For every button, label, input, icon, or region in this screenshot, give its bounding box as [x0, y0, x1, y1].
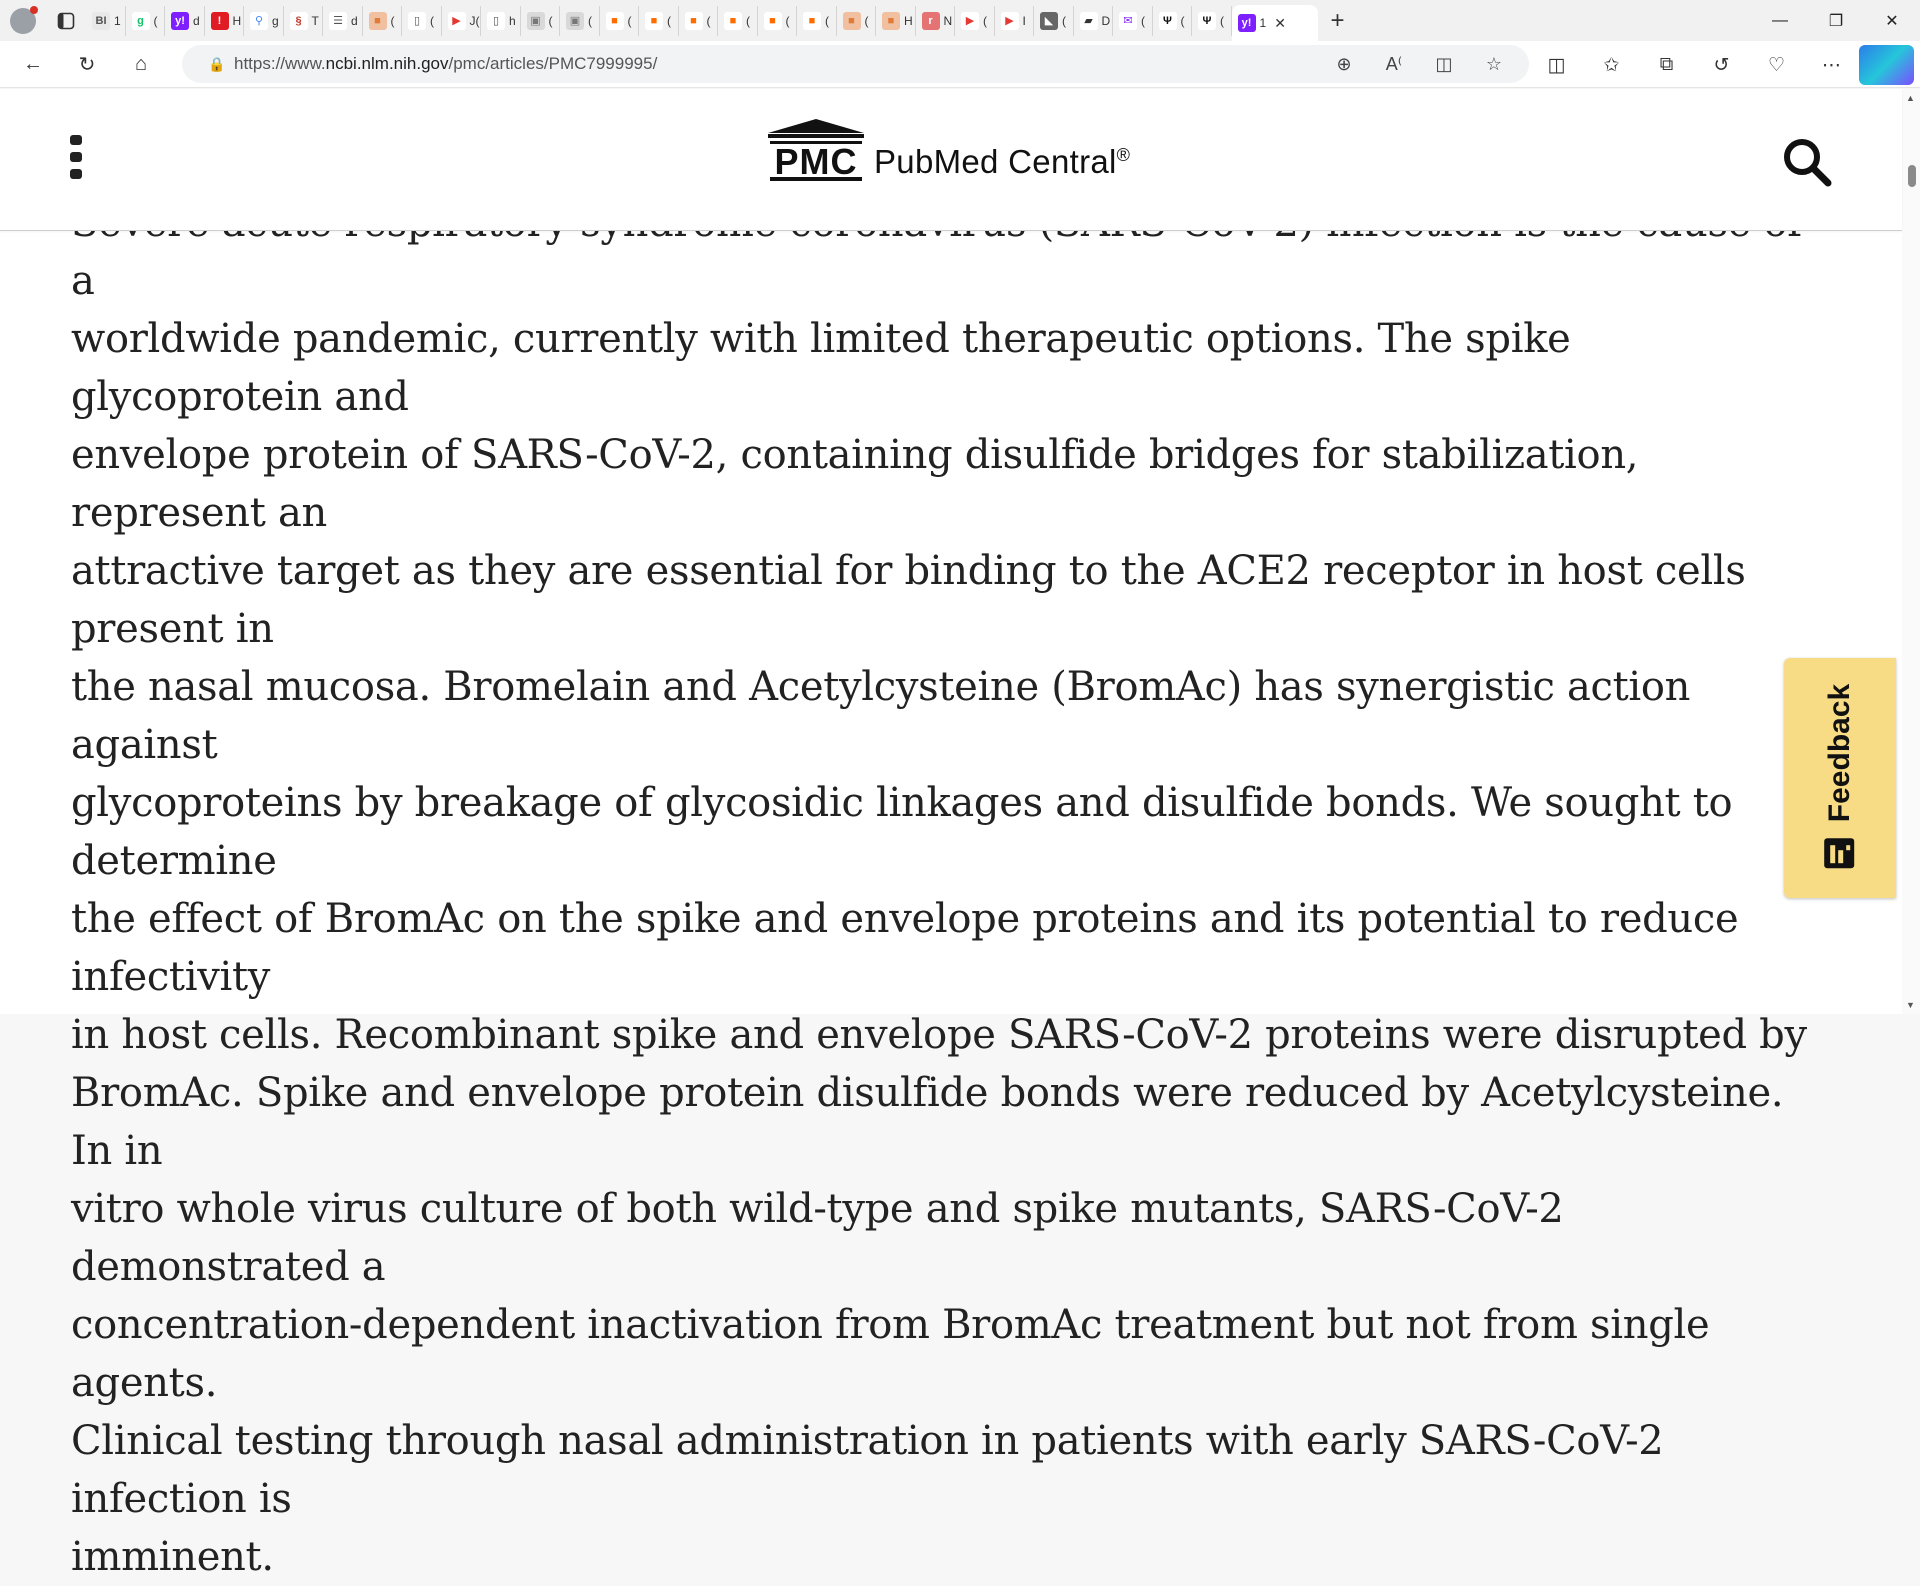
- abstract-line: concentration-dependent inactivation from BromAc treatment but not from single agents.: [71, 1302, 1710, 1406]
- logo-name-text: PubMed Central: [874, 143, 1117, 180]
- new-tab-button[interactable]: [1318, 0, 1358, 41]
- browser-essentials-icon[interactable]: ♡: [1767, 54, 1786, 76]
- favorite-star-icon[interactable]: ☆: [1485, 53, 1503, 74]
- abstract-line: a: [71, 258, 95, 304]
- tab-label: (: [667, 13, 671, 28]
- collections-icon[interactable]: ⧉: [1659, 54, 1674, 75]
- copilot-icon: [1859, 45, 1914, 85]
- tab-label: d: [193, 13, 200, 28]
- browser-tab[interactable]: [244, 6, 284, 36]
- zoom-icon[interactable]: ⊕: [1336, 53, 1352, 74]
- browser-tab[interactable]: [718, 6, 758, 36]
- history-icon[interactable]: ↺: [1713, 54, 1730, 76]
- avatar: [10, 8, 36, 34]
- browser-tab[interactable]: [481, 6, 521, 36]
- abstract-line: Clinical testing through nasal administration in patients with early SARS-CoV-2 infection is: [71, 1418, 1664, 1522]
- scroll-down-icon[interactable]: ▼: [1906, 1000, 1915, 1010]
- abstract-line: envelope protein of SARS-CoV-2, containing disulfide bridges for stabilization, represent an: [71, 432, 1639, 536]
- tab-label: (: [1141, 13, 1145, 28]
- tab-label: (: [390, 13, 395, 28]
- browser-tab[interactable]: [837, 6, 877, 36]
- vertical-scrollbar[interactable]: [1902, 89, 1920, 1014]
- browser-tab[interactable]: [560, 6, 600, 36]
- tab-favicon-icon: Ψ: [1159, 12, 1177, 30]
- url-prefix: https://www.: [234, 54, 326, 73]
- immersive-reader-icon[interactable]: ◫: [1435, 53, 1453, 74]
- close-tab-icon[interactable]: ✕: [1274, 14, 1286, 31]
- tab-label: (: [548, 13, 553, 28]
- site-header: [0, 89, 1902, 231]
- abstract-line: glycoproteins by breakage of glycosidic linkages and disulfide bonds. We sought to determine: [71, 780, 1733, 884]
- browser-tab[interactable]: [600, 6, 640, 36]
- url-path: /pmc/articles/PMC7999995/: [448, 54, 658, 73]
- tab-label: H: [232, 13, 242, 28]
- tab-favicon-icon: §: [290, 12, 308, 30]
- browser-tab[interactable]: [758, 6, 798, 36]
- tab-label: (: [864, 13, 869, 28]
- tab-label: (: [825, 13, 829, 28]
- tab-label: (: [706, 13, 711, 28]
- tab-list: [86, 0, 1318, 41]
- tab-favicon-icon: ■: [724, 12, 742, 30]
- tab-favicon-icon: ▶: [448, 12, 466, 30]
- tab-favicon-icon: ▶: [1001, 12, 1019, 30]
- tab-favicon-icon: ✉: [1119, 12, 1137, 30]
- tab-label: h: [509, 13, 516, 28]
- browser-tab[interactable]: [639, 6, 679, 36]
- tab-favicon-icon: ■: [645, 12, 663, 30]
- feedback-icon: [1822, 836, 1858, 872]
- home-button[interactable]: [116, 44, 166, 84]
- split-screen-icon[interactable]: ◫: [1547, 54, 1566, 76]
- tab-favicon-icon: ■: [606, 12, 624, 30]
- scroll-up-icon[interactable]: ▲: [1906, 93, 1915, 103]
- tab-label: (: [430, 13, 434, 28]
- browser-tab[interactable]: [955, 6, 995, 36]
- pmc-logo-mark: [768, 119, 864, 191]
- arrow-left-icon: ←: [23, 52, 43, 75]
- url-text[interactable]: [234, 54, 1319, 74]
- logo-name: [874, 143, 1130, 181]
- tab-favicon-icon: ▣: [566, 12, 584, 30]
- tab-label: I: [1022, 13, 1026, 28]
- browser-tab[interactable]: [995, 6, 1035, 36]
- tab-favicon-icon: ■: [882, 12, 900, 30]
- back-button[interactable]: [8, 44, 58, 84]
- roof-icon: [768, 119, 864, 139]
- tab-favicon-icon: ◣: [1040, 12, 1058, 30]
- abstract-line: attractive target as they are essential for binding to the ACE2 receptor in host cells present in: [71, 548, 1746, 652]
- tab-favicon-icon: !: [211, 12, 229, 30]
- abstract-line: vitro whole virus culture of both wild-type and spike mutants, SARS-CoV-2 demonstrated a: [71, 1186, 1564, 1290]
- browser-tab[interactable]: [521, 6, 561, 36]
- profile-button[interactable]: [0, 0, 46, 41]
- tab-label: H: [904, 13, 913, 28]
- tab-favicon-icon: ■: [803, 12, 821, 30]
- copilot-button[interactable]: [1859, 45, 1914, 85]
- tab-favicon-icon: ■: [764, 12, 782, 30]
- tab-label: (: [627, 13, 632, 28]
- tab-favicon-icon: ▯: [408, 12, 426, 30]
- tab-label: (: [785, 13, 790, 28]
- tab-favicon-icon: BI: [92, 12, 110, 30]
- browser-tab[interactable]: [323, 6, 363, 36]
- tab-label: J(: [469, 13, 480, 28]
- browser-tab[interactable]: [876, 6, 916, 36]
- tab-label: (: [983, 13, 987, 28]
- tab-label: 1: [114, 13, 121, 28]
- browser-tab[interactable]: [679, 6, 719, 36]
- tab-favicon-icon: ▯: [487, 12, 505, 30]
- tab-favicon-icon: ⚲: [250, 12, 268, 30]
- abstract-line: BromAc. Spike and envelope protein disulfide bonds were reduced by Acetylcysteine. In in: [71, 1070, 1784, 1174]
- browser-tab[interactable]: [86, 6, 126, 36]
- browser-tab[interactable]: [205, 6, 245, 36]
- feedback-button[interactable]: [1784, 658, 1896, 898]
- restore-button[interactable]: [1808, 0, 1864, 41]
- browser-tab[interactable]: [284, 6, 324, 36]
- abstract-line: worldwide pandemic, currently with limited therapeutic options. The spike glycoprotein and: [71, 316, 1571, 420]
- abstract-line: imminent.: [71, 1534, 274, 1580]
- page-viewport: [0, 89, 1902, 1580]
- abstract-line: the effect of BromAc on the spike and envelope proteins and its potential to reduce infectivity: [71, 896, 1739, 1000]
- home-icon: ⌂: [134, 52, 148, 75]
- tab-label: T: [311, 13, 319, 28]
- tab-label: (: [1220, 13, 1224, 28]
- tab-favicon-icon: ■: [685, 12, 703, 30]
- close-icon: ✕: [1885, 12, 1899, 30]
- plus-icon: +: [1330, 6, 1345, 34]
- search-icon[interactable]: [1782, 137, 1832, 187]
- tab-favicon-icon: ▶: [961, 12, 979, 30]
- registered-mark: ®: [1116, 145, 1131, 165]
- browser-tab[interactable]: [1153, 6, 1193, 36]
- tab-favicon-icon: ■: [843, 12, 861, 30]
- tab-label: N: [943, 13, 953, 28]
- abstract-line: in host cells. Recombinant spike and envelope SARS-CoV-2 proteins were disrupted by: [71, 1012, 1807, 1058]
- browser-tab[interactable]: [442, 6, 482, 36]
- browser-tab[interactable]: [916, 6, 956, 36]
- lock-icon[interactable]: 🔒: [208, 55, 226, 72]
- more-menu-icon[interactable]: ⋯: [1822, 54, 1841, 76]
- restore-icon: ❐: [1828, 12, 1844, 30]
- favorites-icon[interactable]: ✩: [1603, 54, 1620, 76]
- tab-favicon-icon: Ψ: [1198, 12, 1216, 30]
- tab-label: (: [1180, 13, 1185, 28]
- browser-tab[interactable]: [1192, 6, 1232, 36]
- close-window-button[interactable]: [1864, 0, 1920, 41]
- browser-tab[interactable]: [165, 6, 205, 36]
- tab-favicon-icon: r: [922, 12, 940, 30]
- tab-strip: [0, 0, 1920, 41]
- tab-actions-button[interactable]: [46, 0, 86, 41]
- active-tab[interactable]: [1232, 5, 1318, 41]
- tab-favicon-icon: ■: [369, 12, 387, 30]
- tab-label: D: [1101, 13, 1111, 28]
- refresh-icon: ↻: [78, 53, 96, 76]
- menu-icon[interactable]: [70, 135, 82, 179]
- pmc-logo[interactable]: [768, 119, 1130, 191]
- abstract-line: the nasal mucosa. Bromelain and Acetylcysteine (BromAc) has synergistic action against: [71, 664, 1691, 768]
- address-bar[interactable]: [182, 45, 1529, 83]
- refresh-button[interactable]: [62, 44, 112, 84]
- tab-favicon-icon: ▰: [1080, 12, 1098, 30]
- tab-label: (: [746, 13, 750, 28]
- browser-tab[interactable]: [363, 6, 403, 36]
- logo-abbrev: PMC: [770, 141, 862, 181]
- tab-label: (: [588, 13, 592, 28]
- minimize-button[interactable]: [1752, 0, 1808, 41]
- tab-favicon-icon: ☰: [329, 12, 347, 30]
- feedback-label: Feedback: [1823, 683, 1856, 823]
- scrollbar-thumb[interactable]: [1908, 165, 1916, 187]
- tab-favicon-icon: g: [132, 12, 150, 30]
- tab-label: d: [351, 13, 358, 28]
- browser-tab[interactable]: [402, 6, 442, 36]
- minimize-icon: —: [1772, 11, 1788, 29]
- tab-label: (: [1062, 13, 1066, 28]
- tab-favicon-icon: y!: [171, 12, 189, 30]
- browser-tab[interactable]: [797, 6, 837, 36]
- tab-label: g: [272, 13, 279, 28]
- read-aloud-icon[interactable]: A⁽: [1385, 53, 1403, 74]
- browser-tab[interactable]: [126, 6, 166, 36]
- tab-label: (: [153, 13, 158, 28]
- yahoo-favicon-icon: y!: [1238, 14, 1256, 32]
- tab-label: 1: [1259, 16, 1267, 30]
- tab-favicon-icon: ▣: [527, 12, 545, 30]
- browser-tab[interactable]: [1113, 6, 1153, 36]
- window-controls: [1752, 0, 1920, 41]
- url-domain: ncbi.nlm.nih.gov: [325, 54, 449, 73]
- browser-tab[interactable]: [1034, 6, 1074, 36]
- abstract-text: [71, 194, 1811, 1586]
- tab-actions-icon: [57, 12, 75, 30]
- browser-tab[interactable]: [1074, 6, 1114, 36]
- browser-toolbar: [0, 41, 1920, 88]
